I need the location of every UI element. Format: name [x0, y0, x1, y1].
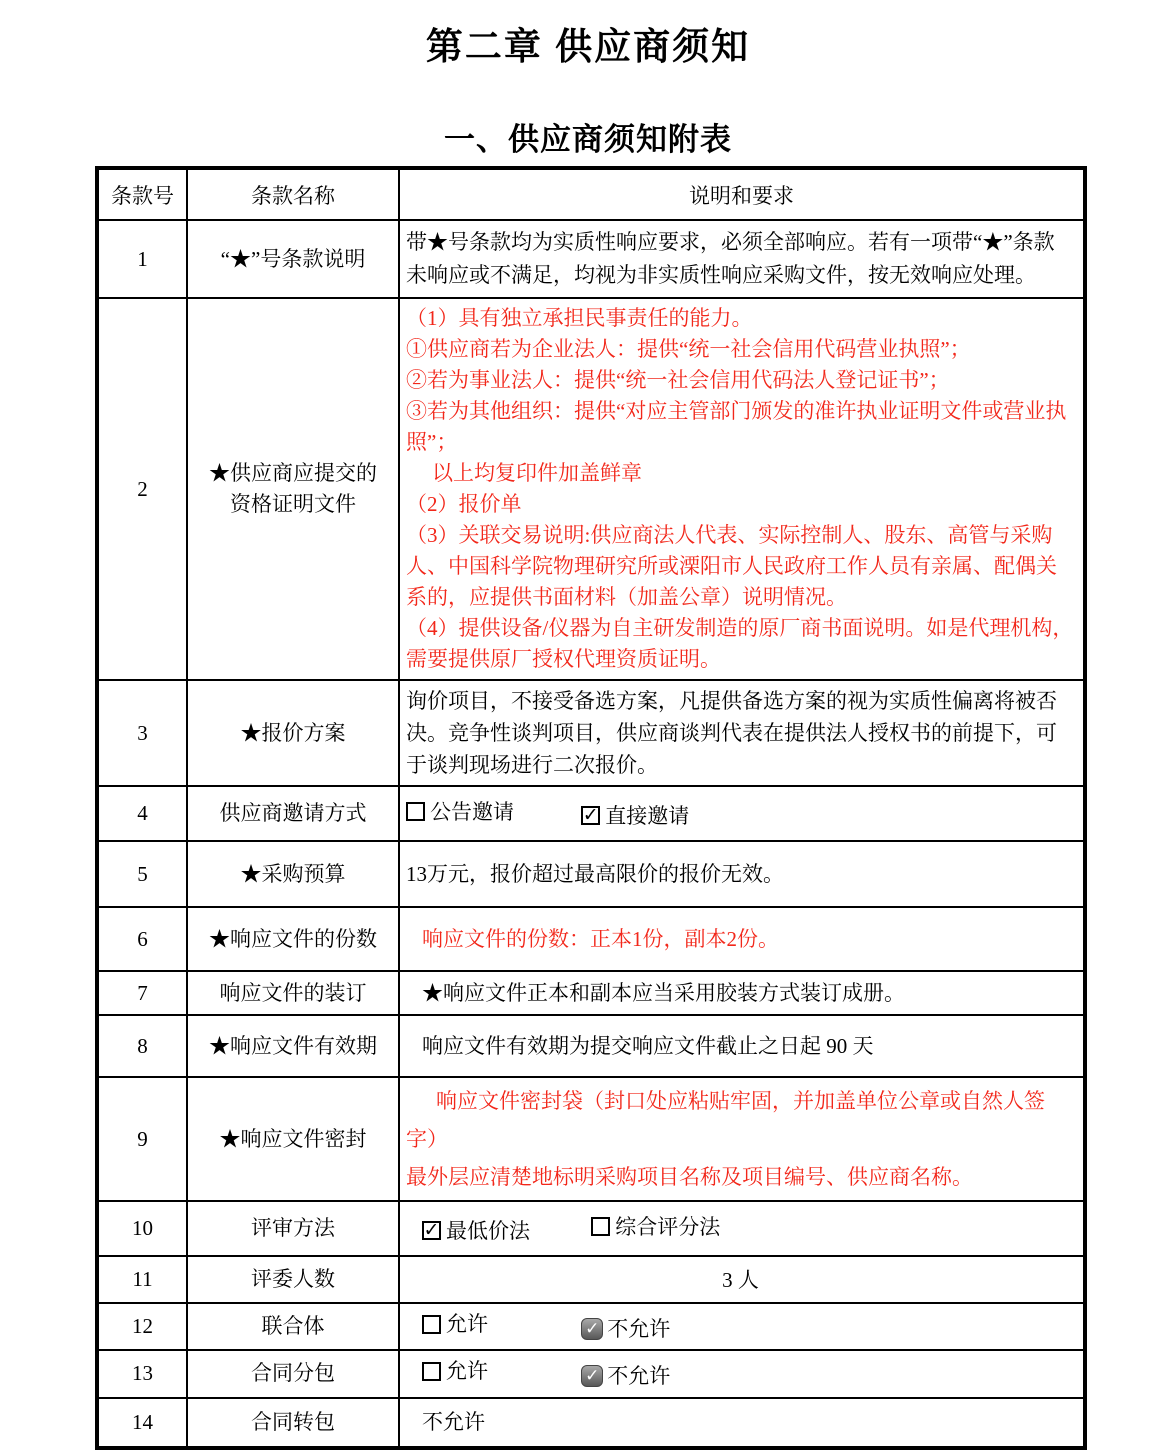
clause-no-cell: 1	[97, 220, 187, 298]
table-row	[97, 1303, 1085, 1350]
desc-text: 以上均复印件加盖鲜章	[432, 461, 642, 485]
desc-text: ②若为事业法人：提供“统一社会信用代码法人登记证书”；	[406, 368, 950, 392]
clause-no-cell: 2	[97, 298, 187, 680]
clause-no-cell: 14	[97, 1398, 187, 1448]
desc-text: ①供应商若为企业法人：提供“统一社会信用代码营业执照”；	[406, 337, 971, 361]
table-row	[97, 1015, 1085, 1077]
option-comprehensive-scoring[interactable]	[591, 1211, 720, 1243]
clause-name-cell: 联合体	[187, 1303, 399, 1350]
desc-text: 带★号条款均为实质性响应要求，必须全部响应。若有一项带“★”条款未响应或不满足，均视为非实质性响应采购文件，按无效响应处理。	[406, 230, 1055, 287]
table-row	[97, 1201, 1085, 1256]
page-subtitle: 一、供应商须知附表	[444, 122, 732, 157]
clause-no-cell: 7	[97, 971, 187, 1015]
clause-no-cell: 12	[97, 1303, 187, 1350]
option-public-invite[interactable]	[406, 796, 514, 828]
table-row	[97, 907, 1085, 971]
clause-no-cell: 13	[97, 1350, 187, 1398]
desc-cell	[399, 1077, 1085, 1201]
desc-cell	[399, 1350, 1085, 1398]
clause-name-cell: ★响应文件密封	[187, 1077, 399, 1201]
checkbox-checked-3d-icon[interactable]: ✓	[581, 1365, 603, 1387]
checkbox-checked-icon[interactable]: ✓	[582, 806, 599, 825]
clause-name-cell: 合同分包	[187, 1350, 399, 1398]
desc-cell	[399, 220, 1085, 298]
clause-no-cell: 11	[97, 1256, 187, 1303]
supplier-notice-table	[95, 166, 1087, 1450]
desc-text: （4）提供设备/仪器为自主研发制造的原厂商书面说明。如是代理机构，需要提供原厂授权代理资质证明。	[406, 616, 1074, 671]
checkbox-unchecked-icon[interactable]	[422, 1315, 441, 1334]
clause-name-cell: 评委人数	[187, 1256, 399, 1303]
desc-text: 13万元，报价超过最高限价的报价无效。	[406, 862, 784, 886]
desc-text: （1）具有独立承担民事责任的能力。	[406, 306, 753, 330]
desc-text: 询价项目，不接受备选方案，凡提供备选方案的视为实质性偏离将被否决。竞争性谈判项目，供应商谈判代表在提供法人授权书的前提下，可于谈判现场进行二次报价。	[406, 689, 1057, 777]
checkbox-unchecked-icon[interactable]	[406, 802, 425, 821]
option-not-allow[interactable]	[581, 1360, 670, 1392]
desc-text: 不允许	[422, 1410, 485, 1434]
desc-cell	[399, 907, 1085, 971]
desc-text: 响应文件有效期为提交响应文件截止之日起 90 天	[422, 1034, 874, 1058]
desc-cell	[399, 1303, 1085, 1350]
table-row	[97, 786, 1085, 841]
clause-name-cell: 评审方法	[187, 1201, 399, 1256]
desc-cell	[399, 1201, 1085, 1256]
clause-name-cell: 合同转包	[187, 1398, 399, 1448]
header-clause-name: 条款名称	[187, 168, 399, 220]
page-title: 第二章 供应商须知	[425, 26, 751, 67]
desc-text: ★响应文件正本和副本应当采用胶装方式装订成册。	[422, 981, 905, 1005]
option-label: 直接邀请	[605, 803, 690, 828]
desc-text: ③若为其他组织：提供“对应主管部门颁发的准许执业证明文件或营业执照”；	[406, 399, 1067, 454]
option-allow[interactable]	[422, 1355, 488, 1387]
clause-name-cell: ★响应文件有效期	[187, 1015, 399, 1077]
checkbox-unchecked-icon[interactable]	[422, 1362, 441, 1381]
desc-text: 响应文件密封袋（封口处应粘贴牢固，并加盖单位公章或自然人签字）	[406, 1089, 1045, 1151]
clause-name-cell: ★供应商应提交的资格证明文件	[187, 298, 399, 680]
checkbox-checked-icon[interactable]: ✓	[423, 1221, 440, 1240]
table-row	[97, 841, 1085, 907]
table-row	[97, 1256, 1085, 1303]
header-description: 说明和要求	[399, 168, 1085, 220]
desc-cell	[399, 786, 1085, 841]
clause-no-cell: 8	[97, 1015, 187, 1077]
option-direct-invite[interactable]	[581, 800, 689, 832]
checkbox-unchecked-icon[interactable]	[591, 1217, 610, 1236]
table-row	[97, 680, 1085, 786]
desc-cell	[399, 1398, 1085, 1448]
table-row	[97, 1350, 1085, 1398]
table-row	[97, 220, 1085, 298]
option-label: 综合评分法	[615, 1214, 721, 1239]
desc-cell	[399, 841, 1085, 907]
desc-cell	[399, 298, 1085, 680]
option-allow[interactable]	[422, 1308, 488, 1340]
desc-cell	[399, 971, 1085, 1015]
option-label: 公告邀请	[430, 799, 514, 824]
option-not-allow[interactable]	[581, 1313, 670, 1345]
clause-no-cell: 10	[97, 1201, 187, 1256]
checkbox-checked-3d-icon[interactable]: ✓	[581, 1318, 603, 1340]
clause-name-cell: 供应商邀请方式	[187, 786, 399, 841]
clause-no-cell: 6	[97, 907, 187, 971]
clause-no-cell: 3	[97, 680, 187, 786]
table-row	[97, 1077, 1085, 1201]
clause-name-cell: 响应文件的装订	[187, 971, 399, 1015]
table-row	[97, 1398, 1085, 1448]
clause-name-cell: ★采购预算	[187, 841, 399, 907]
option-label: 不允许	[607, 1316, 671, 1341]
header-clause-no: 条款号	[97, 168, 187, 220]
desc-text: 3 人	[722, 1267, 759, 1292]
desc-text: 最外层应清楚地标明采购项目名称及项目编号、供应商名称。	[406, 1165, 973, 1189]
desc-cell	[399, 1015, 1085, 1077]
table-row	[97, 298, 1085, 680]
option-label: 不允许	[607, 1363, 671, 1388]
clause-no-cell: 5	[97, 841, 187, 907]
desc-text: 响应文件的份数：正本1份，副本2份。	[422, 927, 779, 951]
option-label: 允许	[446, 1359, 488, 1384]
option-label: 允许	[446, 1312, 488, 1336]
clause-no-cell: 4	[97, 786, 187, 841]
option-lowest-price[interactable]	[422, 1215, 530, 1247]
desc-text: （3）关联交易说明:供应商法人代表、实际控制人、股东、高管与采购人、中国科学院物理研究所或溧阳市人民政府工作人员有亲属、配偶关系的，应提供书面材料（加盖公章）说明情况。	[406, 523, 1057, 609]
clause-name-cell: ★报价方案	[187, 680, 399, 786]
table-row	[97, 971, 1085, 1015]
desc-text: （2）报价单	[406, 492, 522, 516]
header-row	[97, 168, 1085, 220]
option-label: 最低价法	[446, 1218, 530, 1243]
desc-cell	[399, 680, 1085, 786]
clause-name-cell: ★响应文件的份数	[187, 907, 399, 971]
clause-name-cell: “★”号条款说明	[187, 220, 399, 298]
desc-cell	[399, 1256, 1085, 1303]
clause-no-cell: 9	[97, 1077, 187, 1201]
